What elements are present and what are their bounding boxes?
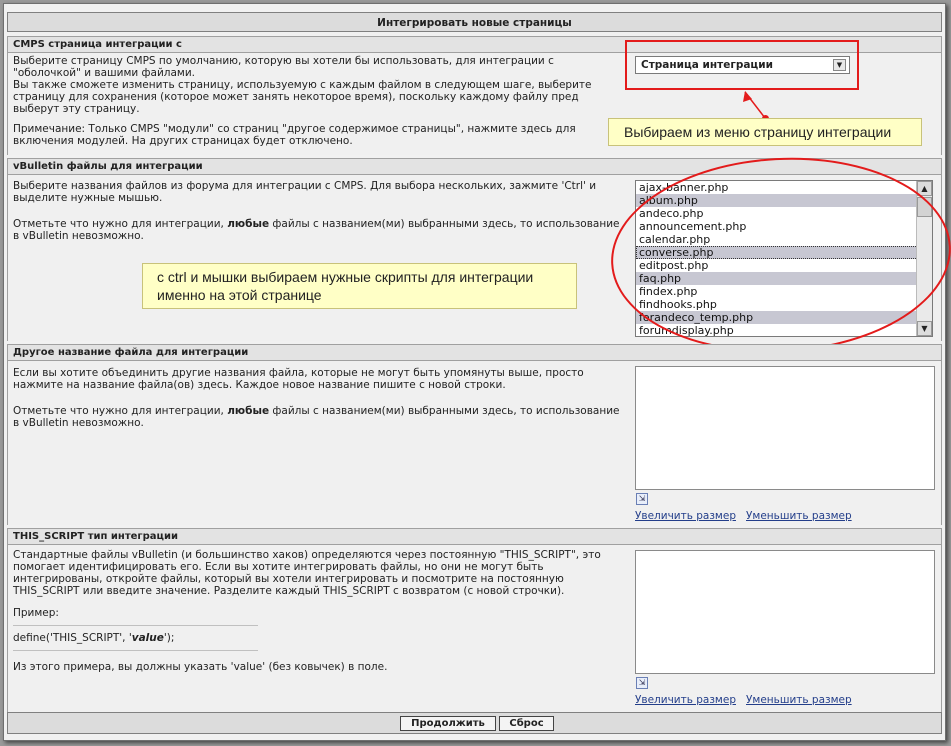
file-option[interactable]: announcement.php xyxy=(639,220,747,233)
shrink-textarea-link[interactable]: Уменьшить размер xyxy=(746,694,852,706)
button-bar xyxy=(7,712,942,734)
code-value: value xyxy=(131,632,164,644)
warning-text: Отметьте что нужно для интеграции, xyxy=(13,218,228,230)
scroll-down-icon[interactable]: ▼ xyxy=(917,321,932,336)
file-option[interactable]: calendar.php xyxy=(639,233,711,246)
section-header-vbulletin-files: vBulletin файлы для интеграции xyxy=(7,158,942,175)
resize-icon[interactable]: ⇲ xyxy=(636,677,648,689)
description-warning xyxy=(13,405,623,429)
scroll-up-icon[interactable]: ▲ xyxy=(917,181,932,196)
section-header-other-files: Другое название файла для интеграции xyxy=(7,344,942,361)
file-option[interactable]: forumdisplay.php xyxy=(639,324,734,337)
file-option[interactable]: ajax-banner.php xyxy=(639,181,729,194)
other-files-textarea[interactable] xyxy=(635,366,935,490)
file-option[interactable]: forandeco_temp.php xyxy=(636,311,932,324)
description-text: Выберите страницу CMPS по умолчанию, которую вы хотели бы использовать, для интеграции с "оболочкой" и вашими файлами. xyxy=(13,55,554,79)
file-option[interactable]: album.php xyxy=(636,194,932,207)
callout-select-scripts xyxy=(142,263,577,309)
warning-emphasis: любые xyxy=(227,218,270,230)
file-option[interactable]: findex.php xyxy=(639,285,698,298)
section-description xyxy=(13,367,623,437)
description-text: Вы также сможете изменить страницу, используемую с каждым файлом в следующем шаге, выберите страницу для сохранения (которое может занять некоторое время), поскольку каждому файлу пред выберут эту страницу. xyxy=(13,79,592,115)
description-warning xyxy=(13,218,623,242)
description-text: Выберите названия файлов из форума для интеграции с CMPS. Для выбора нескольких, зажмите 'Ctrl' и выделите нужные мышью. xyxy=(13,180,597,204)
page-title: Интегрировать новые страницы xyxy=(7,12,942,32)
continue-button[interactable]: Продолжить xyxy=(400,716,496,731)
enlarge-textarea-link[interactable]: Увеличить размер xyxy=(635,694,736,706)
chevron-down-icon[interactable]: ▼ xyxy=(833,59,846,71)
description-text: Из этого примера, вы должны указать 'value' (без ковычек) в поле. xyxy=(13,661,388,673)
select-value: Страница интеграции xyxy=(641,59,773,71)
callout-line: именно на этой странице xyxy=(157,287,322,303)
warning-text: файлы с названием(ми) выбранными здесь, то использование в vBulletin невозможно. xyxy=(13,405,620,429)
file-option[interactable]: andeco.php xyxy=(639,207,704,220)
warning-text: Отметьте что нужно для интеграции, xyxy=(13,405,228,417)
file-option[interactable]: converse.php xyxy=(636,246,932,259)
example-label: Пример: xyxy=(13,607,59,619)
reset-button[interactable]: Сброс xyxy=(499,716,554,731)
section-description xyxy=(13,55,623,155)
section-header-this-script: THIS_SCRIPT тип интеграции xyxy=(7,528,942,545)
section-description xyxy=(13,549,623,681)
callout-select-page: Выбираем из меню страницу интеграции xyxy=(608,118,922,146)
annotation-highlight-box xyxy=(625,40,859,90)
code-text: define('THIS_SCRIPT', ' xyxy=(13,632,132,644)
file-option[interactable]: faq.php xyxy=(636,272,932,285)
callout-line: с ctrl и мышки выбираем нужные скрипты для интеграции xyxy=(157,269,534,285)
this-script-textarea[interactable] xyxy=(635,550,935,674)
enlarge-textarea-link[interactable]: Увеличить размер xyxy=(635,510,736,522)
warning-emphasis: любые xyxy=(227,405,270,417)
code-example xyxy=(13,625,258,651)
shrink-textarea-link[interactable]: Уменьшить размер xyxy=(746,510,852,522)
description-note: Примечание: Только CMPS "модули" со страниц "другое содержимое страницы", нажмите здесь для включения модулей. На других страницах будет отключено. xyxy=(13,123,576,147)
file-option[interactable]: findhooks.php xyxy=(639,298,717,311)
description-text: Если вы хотите объединить другие названия файла, которые не могут быть упомянуты выше, просто нажмите на название файла(ов) здесь. Каждое новое название пишите с новой строки. xyxy=(13,367,584,391)
section-description xyxy=(13,180,623,250)
file-option[interactable]: editpost.php xyxy=(639,259,709,272)
resize-icon[interactable]: ⇲ xyxy=(636,493,648,505)
code-text: '); xyxy=(163,632,175,644)
warning-text: файлы с названием(ми) выбранными здесь, то использование в vBulletin невозможно. xyxy=(13,218,620,242)
description-text: Стандартные файлы vBulletin (и большинство хаков) определяются через постоянную "THIS_SCRIPT", это помогает идентифицировать его. Если вы хотите интегрировать файлы, но они не могут быть интегрированы, откройте файлы, который вы хотели интегрировать и посмотрите на постоянную THIS_SCRIPT или введите значение. Разделите каждый THIS_SCRIPT с возвратом (с новой строчки). xyxy=(13,549,601,597)
section-header-cmps-page: CMPS страница интеграции с xyxy=(7,36,942,53)
